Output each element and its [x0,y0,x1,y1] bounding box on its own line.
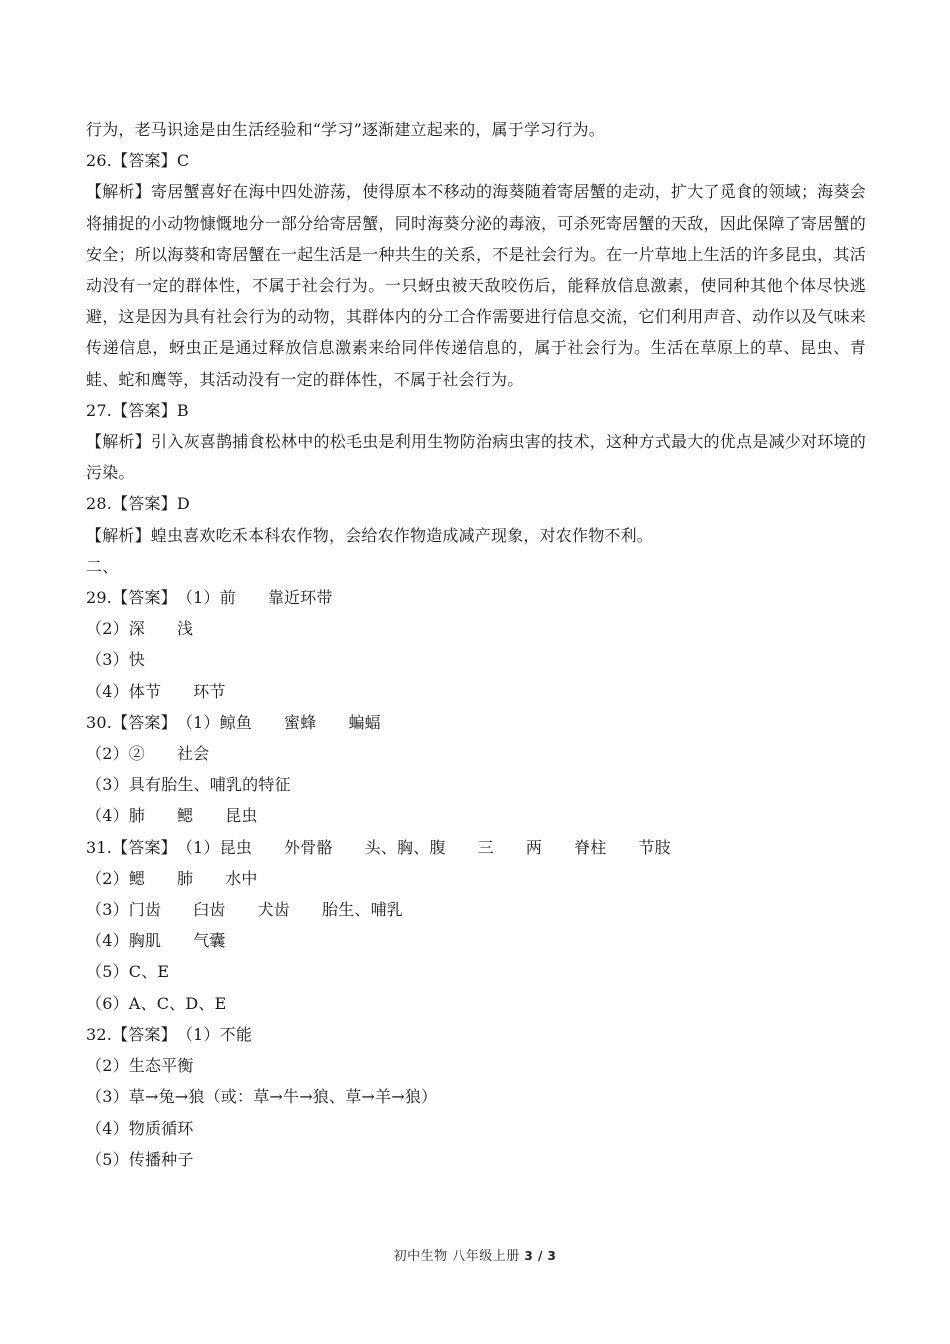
answer-cell: （2）鳃 [86,868,145,888]
answer-line [86,644,866,675]
answer-prefix: 30.【答案】 [86,712,177,732]
answer-cell: 脊柱 [574,837,607,857]
answer-cell: （3）草→兔→狼（或：草→牛→狼、草→羊→狼） [86,1087,438,1107]
page-number: 3 / 3 [524,1249,557,1263]
answer-cell: （3）具有胎生、哺乳的特征 [86,775,291,795]
answer-cell: 社会 [176,744,210,764]
answer-line [86,1050,866,1081]
answer-line [86,1144,866,1175]
answer-prefix: 32.【答案】 [86,1024,177,1044]
answer-line [86,1113,866,1144]
answer-prefix: 29.【答案】 [86,588,177,608]
answer-cell: （5）传播种子 [86,1149,194,1169]
q26-answer: 26.【答案】C [86,151,190,171]
answer-cell: （1）昆虫 [176,837,253,857]
q27-analysis: 【解析】引入灰喜鹊捕食松林中的松毛虫是利用生物防治病虫害的技术，这种方式最大的优点是减少对环境的污染。 [86,432,866,483]
answer-cell: 犬齿 [257,900,290,920]
answer-cell: 外骨骼 [284,837,333,857]
q28-analysis: 【解析】蝗虫喜欢吃禾本科农作物，会给农作物造成减产现象，对农作物不利。 [86,525,654,545]
answer-cell: （2）② [86,744,145,764]
answer-cell: （4）肺 [86,806,145,826]
answer-cell: 环节 [193,681,226,701]
answer-cell: （1）鲸鱼 [176,712,253,732]
answer-line [86,738,866,769]
answer-cell: （2）深 [86,619,145,639]
answer-cell: （1）前 [176,588,236,608]
answer-cell: 浅 [176,619,194,639]
answer-cell: 臼齿 [193,900,226,920]
footer-label: 初中生物 八年级上册 [393,1249,520,1264]
q28-answer: 28.【答案】D [86,494,190,514]
answer-cell: （4）物质循环 [86,1118,194,1138]
answer-cell: 蝙蝠 [348,712,381,732]
answer-cell: 鳃 [176,806,194,826]
answer-cell: 肺 [176,868,194,888]
answer-cell: （6）A、C、D、E [86,993,227,1013]
q26-analysis: 【解析】寄居蟹喜好在海中四处游荡，使得原本不移动的海葵随着寄居蟹的走动，扩大了觅食的领域；海葵会将捕捉的小动物慷慨地分一部分给寄居蟹，同时海葵分泌的毒液，可杀死寄居蟹的天敌，因此保障了寄居蟹的安全；所以海葵和寄居蟹在一起生活是一种共生的关系，不是社会行为。在一片草地上生活的许多昆虫，其活动没有一定的群体性，不属于社会行为。一只蚜虫被天敌咬伤后，能释放信息激素，使同种其他个体尽快逃避，这是因为具有社会行为的动物，其群体内的分工合作需要进行信息交流，它们利用声音、动作以及气味来传递信息，蚜虫正是通过释放信息激素来给同伴传递信息的，属于社会行为。生活在草原上的草、昆虫、青蛙、蛇和鹰等，其活动没有一定的群体性，不属于社会行为。 [86,182,866,389]
answer-line [86,925,866,956]
answer-cell: 胎生、哺乳 [322,900,404,920]
answer-cell: 昆虫 [225,806,258,826]
answer-cell: （3）门齿 [86,900,162,920]
answer-cell: 三 [477,837,494,857]
answer-line [86,1019,866,1050]
answer-line [86,769,866,800]
answer-cell: （4）体节 [86,681,162,701]
q29-block [86,582,866,707]
answer-line [86,894,866,925]
answer-cell: 靠近环带 [267,588,333,608]
answer-cell: （2）生态平衡 [86,1056,194,1076]
answer-content [86,114,866,1175]
q27-answer: 27.【答案】B [86,400,189,420]
answer-cell: 两 [525,837,543,857]
answer-line [86,832,866,863]
answer-line [86,613,866,644]
answer-cell: （1）不能 [176,1024,253,1044]
answer-line [86,956,866,987]
answer-line [86,800,866,831]
answer-prefix: 31.【答案】 [86,837,177,857]
intro-line: 行为，老马识途是由生活经验和“学习”逐渐建立起来的，属于学习行为。 [86,120,605,139]
page-footer [0,1245,950,1264]
answer-cell: 水中 [225,868,258,888]
answer-line [86,1081,866,1112]
section-heading: 二、 [86,556,119,576]
answer-cell: （4）胸肌 [86,931,162,951]
answer-cell: （3）快 [86,650,145,670]
answer-cell: 蜜蜂 [284,712,317,732]
q31-block [86,832,866,1019]
answer-line [86,676,866,707]
answer-line [86,707,866,738]
answer-line [86,988,866,1019]
answer-cell: （5）C、E [86,962,170,982]
answer-cell: 节肢 [638,837,671,857]
q32-block [86,1019,866,1175]
q30-block [86,707,866,832]
answer-line [86,582,866,613]
answer-cell: 头、胸、腹 [364,837,446,857]
answer-line [86,863,866,894]
answer-cell: 气囊 [193,931,226,951]
